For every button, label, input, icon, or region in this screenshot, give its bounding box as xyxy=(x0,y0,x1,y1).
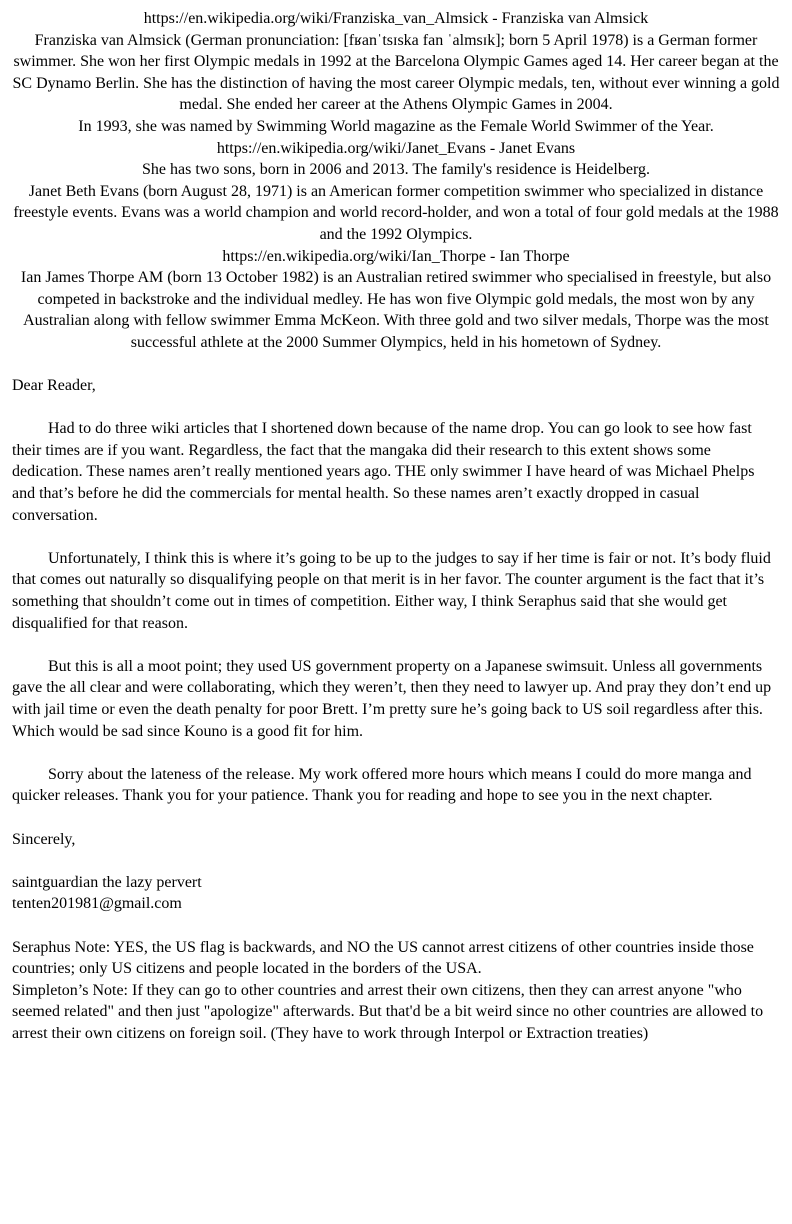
spacer xyxy=(12,634,780,656)
signature-email[interactable]: tenten201981@gmail.com xyxy=(12,895,182,913)
spacer xyxy=(12,526,780,548)
wiki-url-almsick[interactable]: https://en.wikipedia.org/wiki/Franziska_van_Almsick xyxy=(143,10,489,27)
wiki-url-thorpe[interactable]: https://en.wikipedia.org/wiki/Ian_Thorpe xyxy=(222,247,486,265)
letter-closing: Sincerely, xyxy=(12,830,76,848)
letter-greeting: Dear Reader, xyxy=(12,377,96,395)
letter-paragraph-2: Unfortunately, I think this is where it’s going to be up to the judges to say if her time is fair or not. It’s body fluid that comes out naturally so disqualifying people on that merit is in her favor. The counter argument is the fact that it’s something that shouldn’t come out in times of competition. Either way, I think Seraphus said that she would get disqualified for that reason. xyxy=(12,549,771,632)
almsick-award: In 1993, she was named by Swimming World magazine as the Female World Swimmer of the Year. xyxy=(78,117,714,135)
wiki-title-evans: Janet Evans xyxy=(499,139,576,157)
almsick-summary: Franziska van Almsick (German pronunciation: [fʁanˈtsɪska fan ˈalmsɪk]; born 5 April 1978) is a German former swimmer. She won her first Olympic medals in 1992 at the Barcelona Olympic Games aged 14. Her career began at the SC Dynamo Berlin. She has the distinction of having the most career Olympic medals, ten, without ever winning a gold medal. She ended her career at the Athens Olympic Games in 2004. xyxy=(12,31,780,114)
wiki-source-evans: https://en.wikipedia.org/wiki/Janet_Evans - Janet Evans xyxy=(216,139,576,157)
signature-name: saintguardian the lazy pervert xyxy=(12,873,202,891)
seraphus-note: Seraphus Note: YES, the US flag is backwards, and NO the US cannot arrest citizens of other countries inside those countries; only US citizens and people located in the borders of the USA. xyxy=(12,938,754,978)
wiki-title-thorpe: Ian Thorpe xyxy=(499,247,570,265)
spacer xyxy=(12,397,780,419)
letter-paragraph-4: Sorry about the lateness of the release. My work offered more hours which means I could do more manga and quicker releases. Thank you for your patience. Thank you for reading and hope to see you in the next chapter. xyxy=(12,765,752,805)
spacer xyxy=(12,807,780,829)
spacer xyxy=(12,850,780,872)
almsick-family: She has two sons, born in 2006 and 2013. The family's residence is Heidelberg. xyxy=(142,161,650,179)
thorpe-summary: Ian James Thorpe AM (born 13 October 1982) is an Australian retired swimmer who specialised in freestyle, but also competed in backstroke and the individual medley. He has won five Olympic gold medals, the most won by any Australian along with fellow swimmer Emma McKeon. With three gold and two silver medals, Thorpe was the most successful athlete at the 2000 Summer Olympics, held in his hometown of Sydney. xyxy=(20,269,772,351)
spacer xyxy=(12,742,780,764)
wiki-source-thorpe: https://en.wikipedia.org/wiki/Ian_Thorpe - Ian Thorpe xyxy=(222,247,570,265)
wiki-title-almsick: Franziska van Almsick xyxy=(501,10,649,27)
wiki-url-evans[interactable]: https://en.wikipedia.org/wiki/Janet_Evans xyxy=(216,139,486,157)
spacer xyxy=(12,354,780,376)
evans-summary: Janet Beth Evans (born August 28, 1971) is an American former competition swimmer who specialized in distance freestyle events. Evans was a world champion and world record-holder, and won a total of four gold medals at the 1988 and the 1992 Olympics. xyxy=(13,182,779,243)
letter-paragraph-3: But this is all a moot point; they used US government property on a Japanese swimsuit. Unless all governments gave the all clear and were collaborating, which they weren’t, then they need to lawyer up. And pray they don’t end up with jail time or even the death penalty for poor Brett. I’m pretty sure he’s going back to US soil regardless after this. Which would be sad since Kouno is a good fit for him. xyxy=(12,657,772,740)
spacer xyxy=(12,915,780,937)
letter-paragraph-1: Had to do three wiki articles that I shortened down because of the name drop. You can go look to see how fast their times are if you want. Regardless, the fact that the mangaka did their research to this extent shows some dedication. These names aren’t really mentioned years ago. THE only swimmer I have heard of was Michael Phelps and that’s before he did the commercials for mental health. So these names aren’t exactly dropped in casual conversation. xyxy=(12,420,755,524)
wiki-source-almsick: https://en.wikipedia.org/wiki/Franziska_van_Almsick - Franziska van Almsick xyxy=(143,10,649,27)
simpleton-note: Simpleton’s Note: If they can go to other countries and arrest their own citizens, then they can arrest anyone "who seemed related" and then just "apologize" afterwards. But that'd be a bit weird since no other countries are allowed to arrest their own citizens on foreign soil. (They have to work through Interpol or Extraction treaties) xyxy=(12,981,764,1042)
